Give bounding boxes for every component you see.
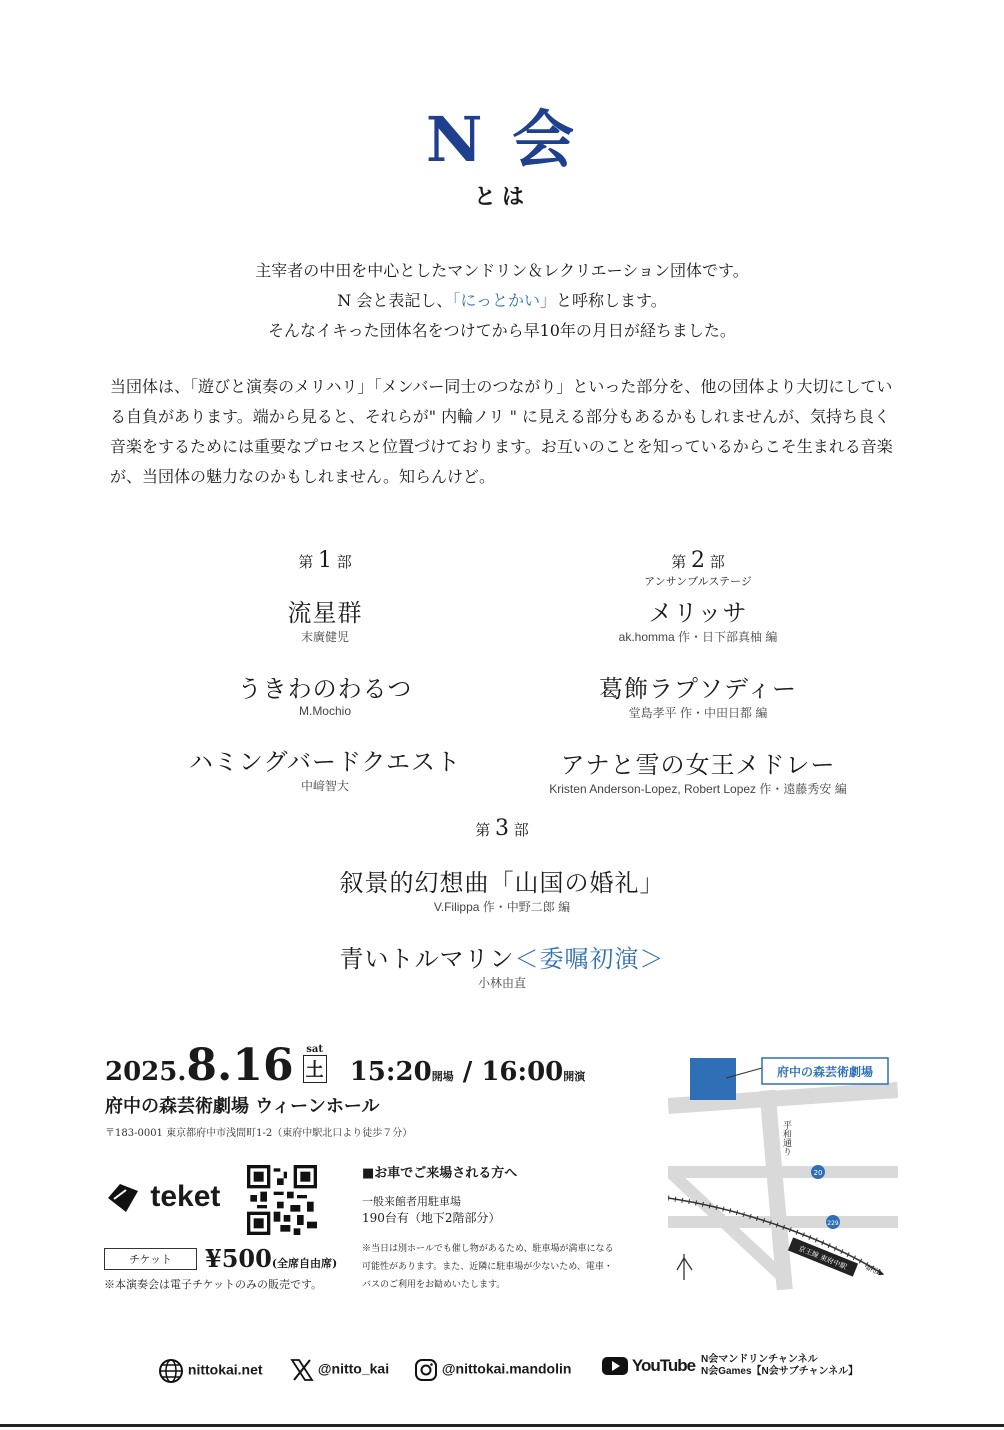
map-shinjuku-label: 新宿▶ xyxy=(864,1263,886,1279)
intro-line-2-pre: N 会と表記し、 xyxy=(337,291,453,310)
piece-credit: 末廣健児 xyxy=(300,630,349,644)
intro-line-2-post: と呼称します。 xyxy=(556,291,667,310)
parking-note-3: バスのご利用をお勧めいたします。 xyxy=(362,1280,506,1290)
bottom-divider xyxy=(0,1424,1004,1427)
x-link[interactable] xyxy=(290,1358,389,1382)
teket-brand: teket xyxy=(150,1180,221,1213)
intro-text xyxy=(0,256,1004,346)
part-label-pre: 第 xyxy=(298,553,314,571)
piece-title: メリッサ xyxy=(648,599,748,627)
qr-code-icon[interactable] xyxy=(247,1165,317,1235)
web-link[interactable] xyxy=(158,1358,263,1384)
access-map[interactable] xyxy=(668,1050,898,1290)
youtube-channel-1: N会マンドリンチャンネル xyxy=(700,1354,818,1365)
piece-title: 叙景的幻想曲「山国の婚礼」 xyxy=(339,869,665,897)
event-dow-jp: 土 xyxy=(303,1055,327,1083)
car-info-title: ■お車でご来場される方へ xyxy=(362,1166,518,1181)
description-paragraph: 当団体は、「遊びと演奏のメリハリ」「メンバー同士のつながり」といった部分を、他の団体より大切にしている自負があります。端から見ると、それらが" 内輪ノリ " に見える部分もあるかもしれませんが、気持ち良く音楽をするためには重要なプロセスと位置づけております。お互いのことを知っているからこそ生まれる音楽が、当団体の魅力なのかもしれません。知らんけど。 xyxy=(110,377,893,486)
intro-line-1: 主宰者の中田を中心としたマンドリン＆レクリエーション団体です。 xyxy=(255,261,749,280)
parking-note-2: 可能性があります。また、近隣に駐車場が少ないため、電車・ xyxy=(362,1262,613,1272)
route-20-badge: 20 xyxy=(813,1169,823,1177)
part-2-label xyxy=(478,548,918,573)
event-datetime xyxy=(105,1040,585,1091)
part-label-post: 部 xyxy=(513,821,529,839)
open-time: 15:20 xyxy=(349,1057,432,1087)
map-road-label: 平和通り xyxy=(781,1120,791,1156)
x-handle: @nitto_kai xyxy=(317,1360,390,1377)
premiere-highlight: ＜委嘱初演＞ xyxy=(514,945,665,973)
open-label: 開場 xyxy=(431,1070,454,1083)
part-2-sublabel: アンサンブルステージ xyxy=(644,575,752,588)
instagram-handle: @nittokai.mandolin xyxy=(441,1360,572,1377)
parking-info xyxy=(362,1194,501,1226)
time-separator: / xyxy=(462,1057,473,1087)
parking-line-2: 190台有（地下2階部分） xyxy=(362,1211,501,1225)
web-url: nittokai.net xyxy=(187,1361,263,1378)
program-part-3 xyxy=(0,816,1004,991)
piece-credit: 堂島孝平 作・中田日都 編 xyxy=(628,706,768,720)
route-229-badge: 229 xyxy=(827,1220,839,1227)
part-label-num: 3 xyxy=(495,816,509,841)
program-part-2 xyxy=(478,548,918,797)
piece-title: 葛飾ラプソディー xyxy=(598,675,798,703)
event-dow xyxy=(303,1044,327,1083)
parking-note-1: ※当日は別ホールでも催し物があるため、駐車場が満車になる xyxy=(362,1244,614,1254)
page-title: N 会 xyxy=(425,103,579,176)
map-station-label: 京王線 東府中駅 xyxy=(797,1244,848,1272)
part-label-pre: 第 xyxy=(475,821,491,839)
youtube-play-icon xyxy=(602,1356,628,1376)
youtube-wordmark: YouTube xyxy=(631,1356,696,1375)
map-venue-label: 府中の森芸術劇場 xyxy=(776,1065,874,1079)
piece-title xyxy=(0,939,1004,974)
intro-line-3: そんなイキった団体名をつけてから早10年の月日が経ちました。 xyxy=(268,321,736,340)
piece-title-main: 青いトルマリン xyxy=(339,945,515,973)
piece-title: うきわのわるつ xyxy=(237,675,413,703)
event-dow-en: sat xyxy=(306,1044,324,1055)
teket-ticket-icon xyxy=(104,1181,142,1215)
start-time: 16:00 xyxy=(481,1057,564,1087)
nickname-highlight: 「にっとかい」 xyxy=(452,291,557,310)
piece-credit: 小林由直 xyxy=(477,976,526,990)
teket-logo[interactable] xyxy=(104,1180,220,1215)
event-year: 2025. xyxy=(105,1057,187,1087)
youtube-channels xyxy=(701,1354,858,1378)
ticket-price-row xyxy=(104,1244,337,1273)
piece-credit: Kristen Anderson-Lopez, Robert Lopez 作・遠藤秀安 編 xyxy=(549,782,847,796)
part-label-num: 1 xyxy=(318,548,332,573)
part-label-pre: 第 xyxy=(671,553,687,571)
piece-title: 流星群 xyxy=(287,599,363,627)
ticket-price xyxy=(205,1244,337,1273)
piece-credit: ak.homma 作・日下部真柚 編 xyxy=(618,630,778,644)
page-subtitle: とは xyxy=(473,184,530,210)
part-label-post: 部 xyxy=(709,553,725,571)
piece-title: アナと雪の女王メドレー xyxy=(560,751,836,779)
piece-credit: 中﨑智大 xyxy=(300,779,349,793)
venue-name: 府中の森芸術劇場 ウィーンホール xyxy=(105,1096,380,1117)
part-label-num: 2 xyxy=(691,548,705,573)
price-note: (全席自由席) xyxy=(271,1257,338,1270)
intro-line-2 xyxy=(0,286,1004,316)
price-value: ¥500 xyxy=(205,1244,272,1273)
piece-credit: V.Filippa 作・中野二郎 編 xyxy=(433,900,571,914)
x-logo-icon xyxy=(290,1358,314,1382)
ticket-note: ※本演奏会は電子チケットのみの販売です。 xyxy=(104,1278,323,1291)
instagram-icon xyxy=(414,1358,438,1382)
ticket-label: チケット xyxy=(104,1248,197,1270)
parking-note xyxy=(362,1240,652,1294)
piece-credit: M.Mochio xyxy=(298,704,351,718)
piece-title: ハミングバードクエスト xyxy=(188,748,462,776)
youtube-link[interactable] xyxy=(602,1354,858,1378)
globe-icon xyxy=(158,1358,184,1384)
start-label: 開演 xyxy=(563,1070,586,1083)
venue-address: 〒183-0001 東京都府中市浅間町1-2（東府中駅北口より徒歩７分） xyxy=(105,1128,413,1139)
part-3-label xyxy=(0,816,1004,841)
north-arrow-icon xyxy=(677,1254,692,1280)
parking-line-1: 一般来館者用駐車場 xyxy=(362,1195,461,1208)
venue-marker xyxy=(690,1058,736,1100)
youtube-channel-2: N会Games【N会サブチャンネル】 xyxy=(700,1366,859,1377)
event-date: 8.16 xyxy=(186,1040,294,1091)
part-label-post: 部 xyxy=(336,553,352,571)
instagram-link[interactable] xyxy=(414,1358,571,1382)
